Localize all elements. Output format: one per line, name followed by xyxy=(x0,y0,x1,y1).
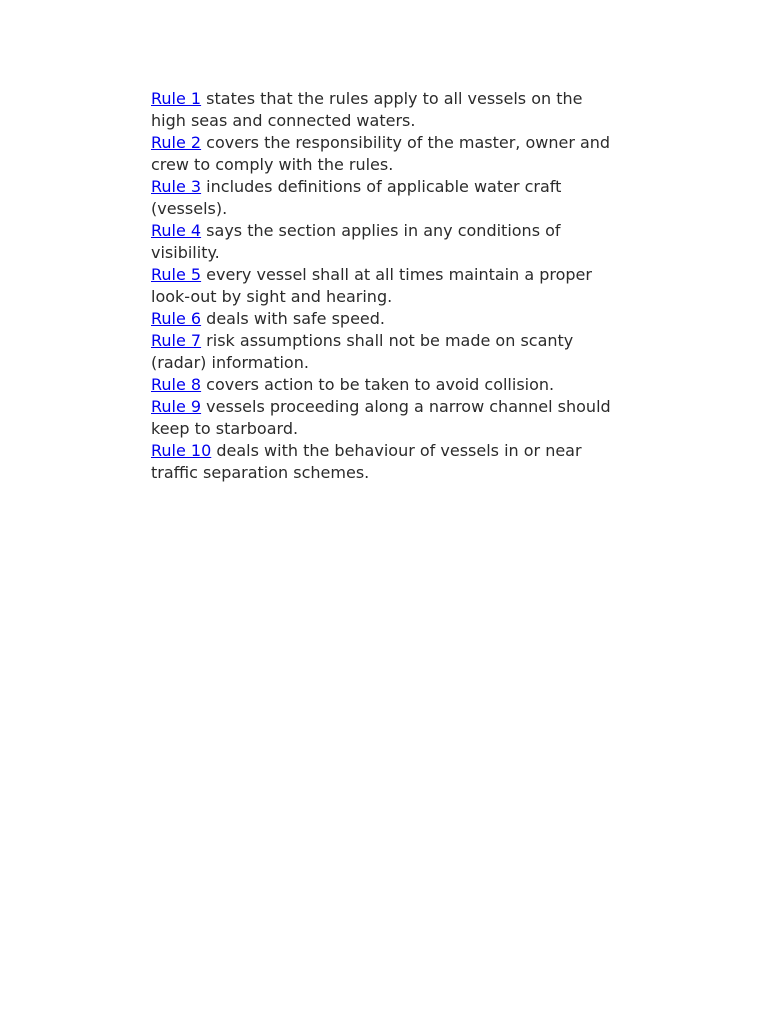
rules-list xyxy=(151,88,621,484)
rule-entry-6 xyxy=(151,308,621,330)
rule-7-description: risk assumptions shall not be made on scanty (radar) information. xyxy=(151,331,574,372)
rule-9-link[interactable]: Rule 9 xyxy=(151,397,202,416)
rule-4-link[interactable]: Rule 4 xyxy=(151,221,202,240)
rule-entry-4 xyxy=(151,220,621,264)
rule-entry-1 xyxy=(151,88,621,132)
rule-3-link[interactable]: Rule 3 xyxy=(151,177,202,196)
rule-entry-7 xyxy=(151,330,621,374)
rule-4-description: says the section applies in any conditions of visibility. xyxy=(151,221,561,262)
rule-entry-8 xyxy=(151,374,621,396)
rule-10-link[interactable]: Rule 10 xyxy=(151,441,212,460)
rule-1-link[interactable]: Rule 1 xyxy=(151,89,202,108)
rule-entry-10 xyxy=(151,440,621,484)
rule-7-link[interactable]: Rule 7 xyxy=(151,331,202,350)
rule-1-description: states that the rules apply to all vessels on the high seas and connected waters. xyxy=(151,89,583,130)
rule-8-description: covers action to be taken to avoid collision. xyxy=(201,375,555,394)
rule-entry-5 xyxy=(151,264,621,308)
rule-entry-9 xyxy=(151,396,621,440)
rule-entry-3 xyxy=(151,176,621,220)
rule-5-link[interactable]: Rule 5 xyxy=(151,265,202,284)
rule-2-description: covers the responsibility of the master, owner and crew to comply with the rules. xyxy=(151,133,611,174)
rule-6-description: deals with safe speed. xyxy=(201,309,386,328)
rule-8-link[interactable]: Rule 8 xyxy=(151,375,202,394)
rule-10-description: deals with the behaviour of vessels in or near traffic separation schemes. xyxy=(151,441,582,482)
rule-2-link[interactable]: Rule 2 xyxy=(151,133,202,152)
rule-9-description: vessels proceeding along a narrow channel should keep to starboard. xyxy=(151,397,611,438)
rule-5-description: every vessel shall at all times maintain a proper look-out by sight and hearing. xyxy=(151,265,592,306)
rule-6-link[interactable]: Rule 6 xyxy=(151,309,202,328)
rule-entry-2 xyxy=(151,132,621,176)
rule-3-description: includes definitions of applicable water craft (vessels). xyxy=(151,177,562,218)
